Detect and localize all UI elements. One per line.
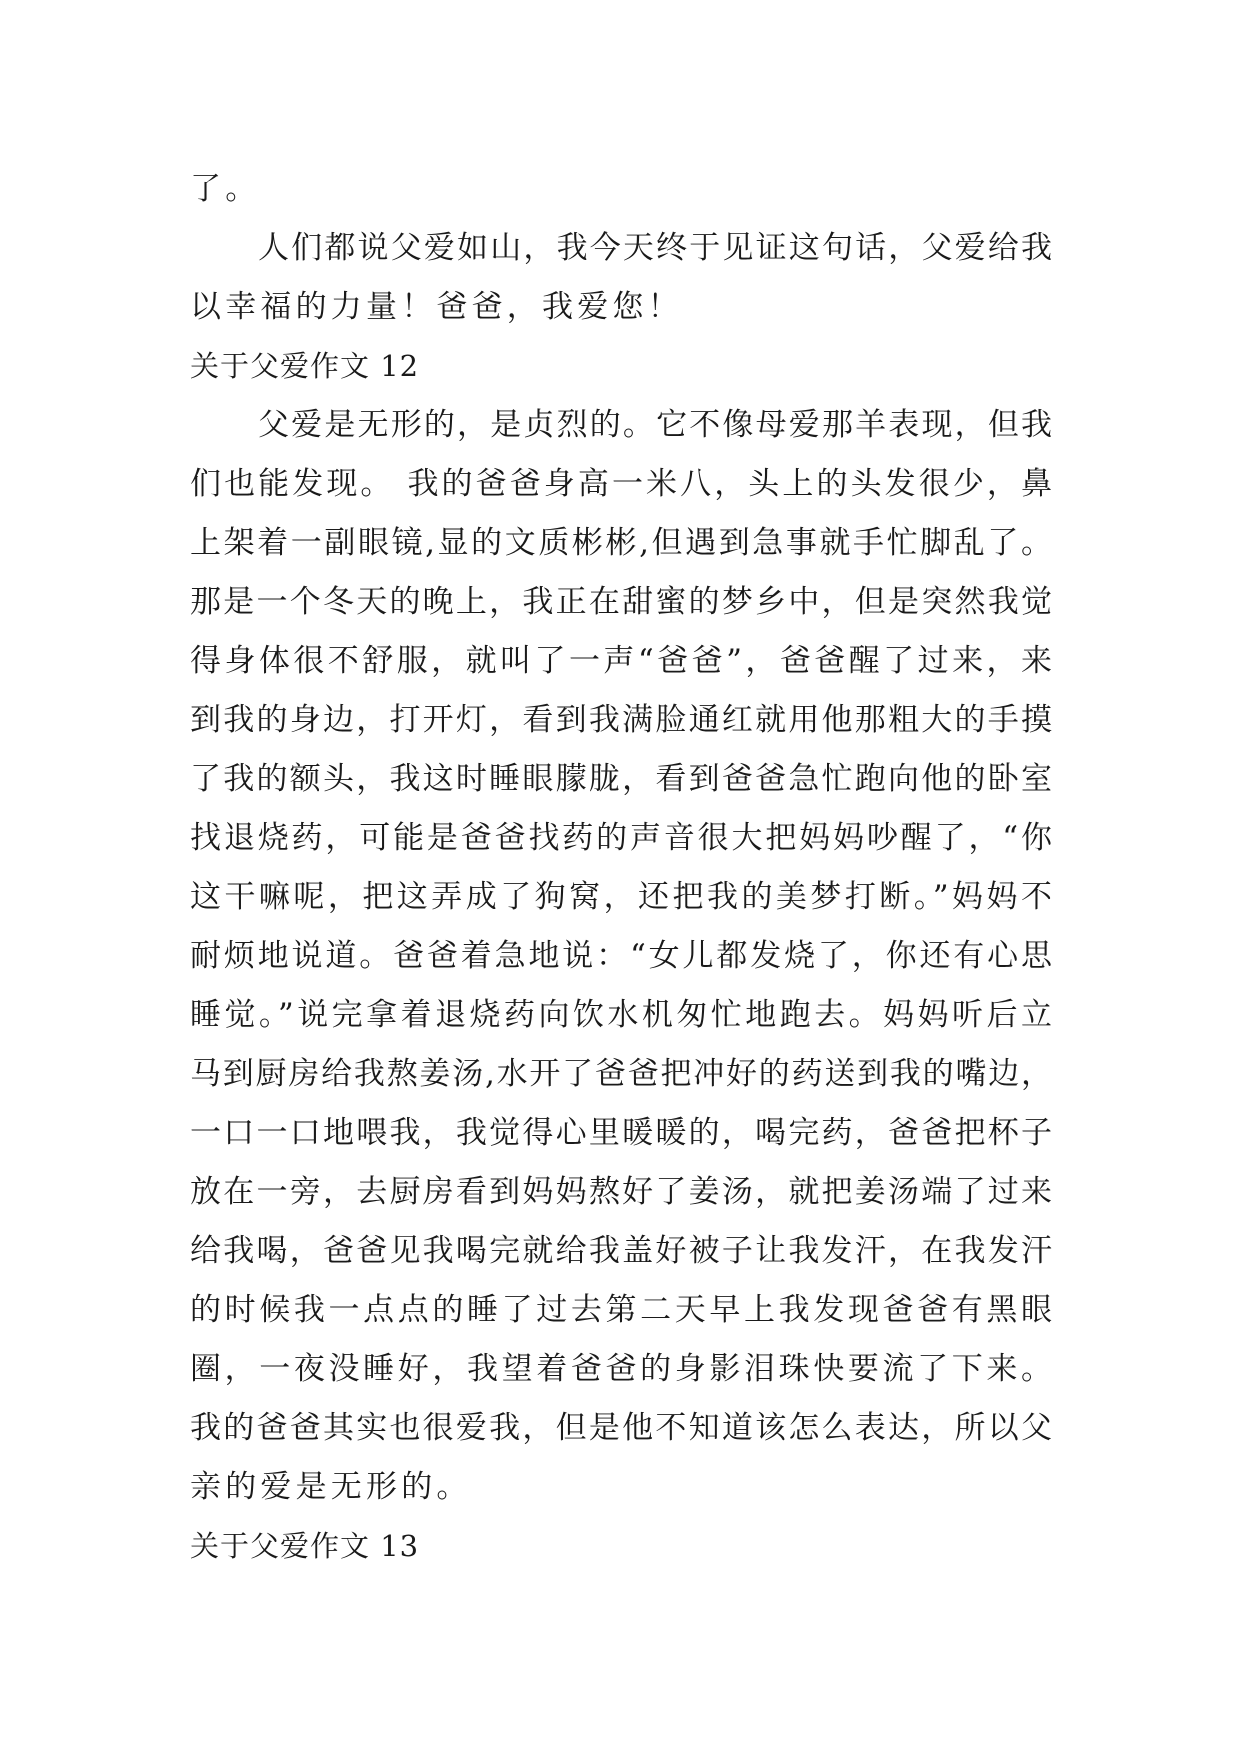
document-page: [190, 160, 1052, 1576]
paragraph-line: 上架着一副眼镜,显的文质彬彬,但遇到急事就手忙脚乱了。: [190, 525, 1052, 561]
paragraph-line: 放在一旁，去厨房看到妈妈熬好了姜汤，就把姜汤端了过来: [190, 1174, 1052, 1210]
paragraph-line: 我的爸爸其实也很爱我，但是他不知道该怎么表达，所以父: [190, 1410, 1052, 1446]
paragraph-line: 圈，一夜没睡好，我望着爸爸的身影泪珠快要流了下来。: [190, 1351, 1052, 1387]
paragraph-line: 一口一口地喂我，我觉得心里暖暖的，喝完药，爸爸把杯子: [190, 1115, 1052, 1151]
section-heading-13: 关于父爱作文 13: [190, 1529, 420, 1563]
paragraph-line: 睡觉。”说完拿着退烧药向饮水机匆忙地跑去。妈妈听后立: [190, 997, 1052, 1033]
paragraph-line: 的时候我一点点的睡了过去第二天早上我发现爸爸有黑眼: [190, 1292, 1052, 1328]
paragraph-line: 们也能发现。 我的爸爸身高一米八，头上的头发很少，鼻: [190, 466, 1052, 502]
paragraph-line: 到我的身边，打开灯，看到我满脸通红就用他那粗大的手摸: [190, 702, 1052, 738]
paragraph-line: 父爱是无形的，是贞烈的。它不像母爱那羊表现，但我: [258, 407, 1052, 443]
paragraph-line: 得身体很不舒服，就叫了一声“爸爸”，爸爸醒了过来，来: [190, 643, 1052, 679]
paragraph-line: 这干嘛呢，把这弄成了狗窝，还把我的美梦打断。”妈妈不: [190, 879, 1052, 915]
paragraph-line: 马到厨房给我熬姜汤,水开了爸爸把冲好的药送到我的嘴边，: [190, 1056, 1052, 1092]
paragraph-line: 找退烧药，可能是爸爸找药的声音很大把妈妈吵醒了，“你: [190, 820, 1052, 856]
paragraph-line: 给我喝，爸爸见我喝完就给我盖好被子让我发汗，在我发汗: [190, 1233, 1052, 1269]
paragraph-line: 耐烦地说道。爸爸着急地说：“女儿都发烧了，你还有心思: [190, 938, 1052, 974]
paragraph-line: 那是一个冬天的晚上，我正在甜蜜的梦乡中，但是突然我觉: [190, 584, 1052, 620]
paragraph-line: 了我的额头，我这时睡眼朦胧，看到爸爸急忙跑向他的卧室: [190, 761, 1052, 797]
paragraph-line: 以幸福的力量！爸爸，我爱您！: [190, 289, 683, 325]
section-heading-12: 关于父爱作文 12: [190, 349, 420, 383]
paragraph-line: 了。: [190, 171, 261, 207]
paragraph-line: 亲的爱是无形的。: [190, 1469, 472, 1505]
paragraph-line: 人们都说父爱如山，我今天终于见证这句话，父爱给我: [258, 230, 1052, 266]
